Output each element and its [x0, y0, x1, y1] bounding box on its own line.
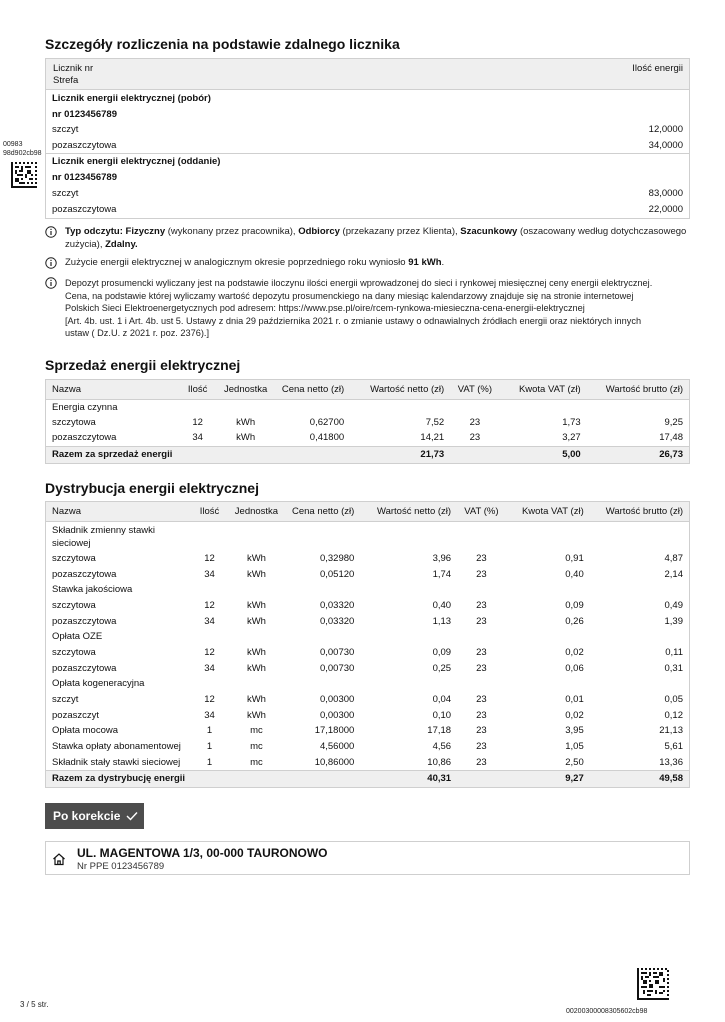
meter-header [46, 59, 689, 90]
table-row [46, 415, 689, 431]
cell-net: 0,09 [432, 646, 452, 658]
zone-value: 34,0000 [648, 139, 683, 151]
meter-zone-row [46, 186, 689, 202]
total-cell-price [274, 446, 350, 463]
cell-gross: 0,12 [664, 709, 683, 721]
sales-table [46, 380, 689, 463]
cell-name: szczytowa [52, 552, 96, 564]
total-cell-qty [178, 446, 217, 463]
ppe-number: Nr PPE 0123456789 [77, 861, 165, 872]
cell-vat-amt [500, 399, 587, 415]
datamatrix-code-icon [11, 162, 37, 188]
cell-name: pozaszczytowa [52, 432, 117, 444]
cell-qty: 12 [192, 417, 203, 429]
total-cell-gross: 49,58 [590, 770, 689, 787]
address-line: UL. MAGENTOWA 1/3, 00-000 TAURONOWO [77, 846, 328, 860]
note-bold: Typ odczytu: Fizyczny [65, 226, 166, 237]
reading-type-note [45, 226, 690, 251]
previous-year-usage-note [45, 257, 690, 270]
cell-vat-amt: 0,02 [565, 646, 584, 658]
cell-qty: 34 [204, 709, 215, 721]
cell-vat [457, 629, 506, 645]
cell-vat [450, 399, 499, 415]
cell-unit: mc [250, 756, 263, 768]
cell-vat: 23 [476, 615, 487, 627]
group-row [46, 629, 689, 645]
cell-price: 0,03320 [319, 615, 355, 627]
cell-gross [590, 676, 689, 692]
info-icon [45, 226, 57, 238]
cell-vat: 23 [476, 646, 487, 658]
cell-qty [191, 582, 228, 598]
total-cell-name: Razem za dystrybucję energii [46, 770, 191, 787]
col-price: Cena netto (zł) [285, 502, 360, 521]
cell-vat-amt: 0,40 [565, 568, 584, 580]
cell-qty [178, 399, 217, 415]
cell-unit: kWh [246, 599, 266, 611]
cell-qty: 12 [204, 599, 215, 611]
cell-name: szczytowa [52, 646, 96, 658]
cell-price: 0,00300 [319, 694, 355, 706]
total-cell-name: Razem za sprzedaż energii [46, 446, 178, 463]
cell-vat-amt [506, 582, 590, 598]
cell-price [285, 676, 360, 692]
cell-name: szczytowa [52, 417, 96, 429]
meter-zone-row [46, 202, 689, 218]
home-icon [52, 852, 66, 866]
cell-net: 1,13 [432, 615, 452, 627]
meter-name: Licznik energii elektrycznej (oddanie) [52, 156, 221, 167]
cell-vat-amt: 2,50 [565, 756, 584, 768]
note-bold: 91 kWh [408, 257, 442, 268]
cell-gross: 4,87 [664, 552, 683, 564]
cell-vat: 23 [469, 432, 481, 444]
meter-name: Licznik energii elektrycznej (pobór) [52, 93, 211, 104]
table-row [46, 754, 689, 770]
cell-net: 3,96 [432, 552, 452, 564]
cell-gross: 1,39 [664, 615, 683, 627]
cell-price: 0,03320 [319, 599, 355, 611]
group-row [46, 399, 689, 415]
total-cell-price [285, 770, 360, 787]
cell-net: 1,74 [432, 568, 452, 580]
cell-net: 0,10 [432, 709, 452, 721]
cell-qty [191, 521, 228, 551]
info-icon [45, 277, 57, 289]
document-code [3, 140, 42, 158]
cell-name: pozaszczytowa [52, 615, 117, 627]
cell-name: Stawka opłaty abonamentowej [52, 741, 181, 753]
cell-unit: mc [250, 725, 263, 737]
cell-qty: 1 [206, 741, 213, 753]
note-text: . [441, 257, 445, 268]
table-header-row [46, 380, 689, 399]
distribution-table [46, 502, 689, 787]
sales-table-box [45, 379, 690, 464]
col-price: Cena netto (zł) [274, 380, 350, 399]
distribution-section-title: Dystrybucja energii elektrycznej [45, 480, 259, 496]
cell-price: 0,32980 [319, 552, 355, 564]
meter-section-title: Szczegóły rozliczenia na podstawie zdalnego licznika [45, 36, 400, 52]
cell-name: Stawka jakościowa [52, 584, 133, 596]
cell-gross: 0,11 [665, 646, 683, 658]
col-net: Wartość netto (zł) [360, 502, 457, 521]
cell-qty: 12 [204, 646, 215, 658]
cell-price [285, 582, 360, 598]
group-row [46, 582, 689, 598]
cell-net [350, 399, 450, 415]
note-bold: Zdalny. [105, 238, 138, 250]
cell-net: 0,40 [432, 599, 452, 611]
cell-name: Opłata mocowa [52, 725, 119, 737]
zone-value: 12,0000 [648, 124, 683, 135]
document-code-line2: 98d902cb98 [3, 150, 42, 157]
cell-price: 10,86000 [314, 756, 355, 768]
zone-name: szczyt [52, 124, 79, 135]
document-barcode-text: 0020030000830560​2cb98 [566, 1008, 648, 1015]
cell-gross: 21,13 [659, 725, 683, 737]
cell-vat-amt: 0,91 [565, 552, 584, 564]
table-row [46, 739, 689, 755]
cell-price [274, 399, 350, 415]
cell-net [360, 629, 457, 645]
cell-vat-amt [506, 629, 590, 645]
total-cell-gross: 26,73 [587, 446, 689, 463]
info-icon [45, 257, 57, 269]
cell-vat: 23 [476, 725, 487, 737]
total-cell-vat [450, 446, 499, 463]
col-unit: Jednostka [217, 380, 275, 399]
energy-header-label: Ilość energii [632, 63, 683, 74]
total-row [46, 446, 689, 463]
cell-gross: 0,49 [664, 599, 683, 611]
note-text: Zużycie energii elektrycznej w analogicznym okresie poprzedniego roku wyniosło [65, 257, 409, 268]
meter-block [46, 91, 689, 153]
cell-qty: 12 [204, 552, 215, 564]
cell-vat-amt: 3,95 [565, 725, 584, 737]
cell-qty: 34 [204, 615, 215, 627]
cell-vat: 23 [476, 568, 487, 580]
cell-unit: kWh [236, 432, 256, 444]
table-row [46, 613, 689, 629]
cell-price [285, 629, 360, 645]
cell-unit: kWh [236, 417, 256, 429]
cell-vat: 23 [476, 552, 487, 564]
prosumer-deposit-note [45, 277, 690, 340]
cell-vat: 23 [476, 694, 487, 706]
total-cell-vat-amt: 5,00 [500, 446, 587, 463]
cell-price: 0,00730 [319, 646, 355, 658]
cell-qty: 34 [204, 568, 215, 580]
cell-unit [228, 676, 285, 692]
total-cell-vat-amt: 9,27 [506, 770, 590, 787]
zone-header-label: Strefa [53, 75, 79, 86]
cell-net [360, 676, 457, 692]
cell-name: pozaszczytowa [52, 662, 117, 674]
col-vat-amount: Kwota VAT (zł) [500, 380, 587, 399]
zone-value: 83,0000 [648, 188, 683, 199]
col-name: Nazwa [46, 502, 191, 521]
cell-vat [457, 676, 506, 692]
group-row [46, 676, 689, 692]
total-cell-qty [191, 770, 228, 787]
cell-gross: 13,36 [659, 756, 683, 768]
col-vat: VAT (%) [457, 502, 506, 521]
col-name: Nazwa [46, 380, 178, 399]
cell-net: 14,21 [420, 432, 445, 444]
cell-gross [590, 582, 689, 598]
cell-vat-amt: 1,73 [562, 417, 581, 429]
table-row [46, 598, 689, 614]
table-row [46, 430, 689, 446]
cell-qty: 34 [204, 662, 215, 674]
cell-vat-amt [506, 521, 590, 551]
datamatrix-code-icon [637, 968, 669, 1000]
note-line: [Art. 4b. ust. 1 i Art. 4b. ust 5. Ustawy z dnia 29 października 2021 r. o zmianie ustawy o odnawialnych źródłach energii oraz niektórych innych [65, 315, 642, 326]
distribution-table-box [45, 501, 690, 788]
zone-name: pozaszczytowa [52, 203, 117, 215]
total-cell-unit [217, 446, 275, 463]
cell-price [285, 521, 360, 551]
table-row [46, 723, 689, 739]
cell-vat-amt: 0,01 [565, 694, 584, 706]
cell-vat [457, 582, 506, 598]
cell-net: 7,52 [425, 417, 445, 429]
cell-gross: 17,48 [659, 432, 683, 444]
cell-net: 0,25 [432, 662, 452, 674]
cell-vat-amt: 0,06 [565, 662, 584, 674]
cell-gross [590, 521, 689, 551]
cell-vat-amt: 0,26 [565, 615, 584, 627]
note-text: (wykonany przez pracownika), [165, 226, 299, 237]
col-gross: Wartość brutto (zł) [590, 502, 689, 521]
cell-name: szczytowa [52, 599, 96, 611]
cell-vat: 23 [476, 709, 487, 721]
col-qty: Ilość [178, 380, 217, 399]
total-cell-unit [228, 770, 285, 787]
cell-net [360, 521, 457, 551]
note-text: (przekazany przez Klienta), [339, 226, 461, 237]
cell-name: Opłata OZE [52, 631, 103, 643]
note-line: ustaw ( Dz.U. z 2021 r. poz. 2376).] [65, 328, 210, 338]
cell-net [360, 582, 457, 598]
cell-qty [191, 629, 228, 645]
zone-name: szczyt [52, 188, 79, 199]
note-line: Cena, na podstawie której wyliczamy wartość depozytu prosumenckiego na dany miesiąc kalendarzowy znajduje się na stronie internetowej [65, 290, 634, 301]
col-qty: Ilość [191, 502, 228, 521]
document-code-line1: 00983 [3, 141, 23, 148]
cell-unit: mc [250, 741, 263, 753]
delivery-point-card [45, 841, 690, 875]
cell-name: Opłata kogeneracyjna [52, 678, 145, 690]
cell-qty: 34 [192, 432, 203, 444]
cell-net: 0,04 [432, 694, 452, 706]
note-text: (oszacowany według dotychczasowego zużycia), [65, 226, 687, 250]
cell-qty: 12 [204, 694, 215, 706]
table-row [46, 566, 689, 582]
meter-header-label: Licznik nr [53, 63, 94, 74]
cell-net: 4,56 [432, 741, 452, 753]
meter-zone-row [46, 122, 689, 138]
cell-unit: kWh [246, 552, 266, 564]
cell-gross: 5,61 [664, 741, 683, 753]
zone-value: 22,0000 [648, 203, 683, 215]
meter-zone-row [46, 138, 689, 154]
meter-number: nr 0123456789 [52, 171, 117, 183]
cell-vat: 23 [476, 662, 487, 674]
cell-vat [457, 521, 506, 551]
cell-price: 0,00730 [319, 662, 355, 674]
cell-unit [228, 582, 285, 598]
cell-unit: kWh [246, 615, 266, 627]
cell-qty: 1 [206, 756, 213, 768]
cell-net: 17,18 [427, 725, 452, 737]
col-net: Wartość netto (zł) [350, 380, 450, 399]
col-vat-amount: Kwota VAT (zł) [506, 502, 590, 521]
table-row [46, 551, 689, 567]
cell-gross: 9,25 [664, 417, 683, 429]
cell-name: Energia czynna [52, 401, 118, 413]
cell-price: 0,62700 [309, 417, 345, 429]
cell-gross: 0,05 [664, 694, 683, 706]
cell-gross [587, 399, 689, 415]
cell-vat: 23 [476, 599, 487, 611]
meter-number: nr 0123456789 [52, 108, 117, 120]
cell-gross: 2,14 [664, 568, 683, 580]
checkmark-icon [126, 811, 138, 821]
cell-qty [191, 676, 228, 692]
total-cell-net: 21,73 [350, 446, 450, 463]
group-row [46, 521, 689, 551]
table-header-row [46, 502, 689, 521]
table-row [46, 660, 689, 676]
cell-gross: 0,31 [664, 662, 683, 674]
note-line: Depozyt prosumencki wyliczany jest na podstawie iloczynu ilości energii wprowadzonej do sieci i rynkowej miesięcznej ceny energii elektrycznej. [65, 278, 653, 288]
cell-unit: kWh [246, 709, 266, 721]
zone-name: pozaszczytowa [52, 139, 117, 151]
note-bold: Odbiorcy [298, 226, 340, 237]
total-row [46, 770, 689, 787]
cell-gross [590, 629, 689, 645]
cell-unit: kWh [246, 694, 266, 706]
cell-name: Składnik stały stawki sieciowej [52, 756, 181, 768]
total-cell-net: 40,31 [360, 770, 457, 787]
table-row [46, 707, 689, 723]
cell-name: szczyt [52, 694, 79, 706]
cell-price: 4,56000 [319, 741, 355, 753]
cell-price: 0,00300 [319, 709, 355, 721]
cell-vat-amt: 0,09 [565, 599, 584, 611]
meter-block [46, 153, 689, 217]
after-correction-button[interactable] [45, 803, 144, 829]
cell-unit: kWh [246, 662, 266, 674]
cell-price: 0,05120 [319, 568, 355, 580]
page-number: 3 / 5 str. [20, 1000, 49, 1009]
total-cell-vat [457, 770, 506, 787]
cell-vat-amt [506, 676, 590, 692]
cell-vat-amt: 1,05 [565, 741, 584, 753]
after-correction-label: Po korekcie [53, 809, 121, 823]
cell-name: Składnik zmienny stawki sieciowej [52, 524, 155, 549]
cell-net: 10,86 [427, 756, 452, 768]
cell-vat: 23 [476, 741, 487, 753]
note-bold: Szacunkowy [460, 226, 518, 237]
cell-unit: kWh [246, 646, 266, 658]
cell-vat-amt: 3,27 [562, 432, 581, 444]
note-line: Polskich Sieci Elektroenergetycznych pod adresem: https://www.pse.pl/oire/rcem-rynkowa-miesieczna-cena-energii-elektrycznej [65, 303, 585, 313]
cell-unit [228, 629, 285, 645]
cell-unit [217, 399, 275, 415]
sales-section-title: Sprzedaż energii elektrycznej [45, 357, 241, 373]
cell-vat: 23 [476, 756, 487, 768]
col-vat: VAT (%) [450, 380, 499, 399]
cell-qty: 1 [206, 725, 213, 737]
cell-name: pozaszczyt [52, 709, 99, 721]
cell-unit: kWh [246, 568, 266, 580]
table-row [46, 645, 689, 661]
col-gross: Wartość brutto (zł) [587, 380, 689, 399]
cell-name: pozaszczytowa [52, 568, 117, 580]
col-unit: Jednostka [228, 502, 285, 521]
cell-vat: 23 [469, 417, 481, 429]
cell-vat-amt: 0,02 [565, 709, 584, 721]
table-row [46, 692, 689, 708]
cell-price: 0,41800 [309, 432, 345, 444]
cell-unit [228, 521, 285, 551]
meter-box [45, 58, 690, 219]
cell-price: 17,18000 [314, 725, 355, 737]
